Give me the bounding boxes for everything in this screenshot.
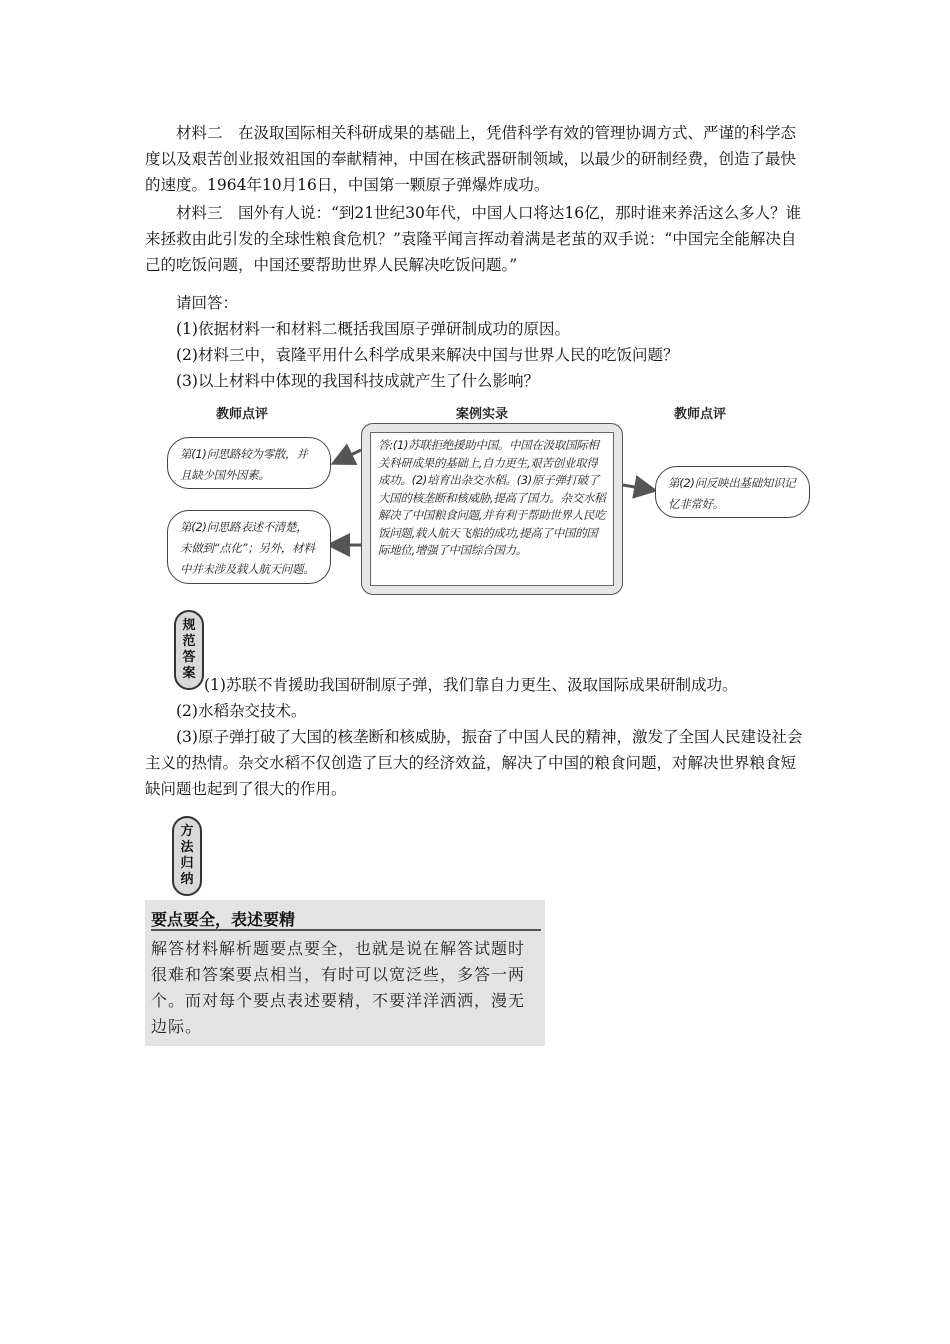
answer-3: (3)原子弹打破了大国的核垄断和核威胁，振奋了中国人民的精神，激发了全国人民建设社会主义的热情。杂交水稻不仅创造了巨大的经济效益，解决了中国的粮食问题，对解决世界粮食短缺问题也起到了很大的作用。 [145,728,803,798]
teacher-comment-left-top [167,437,331,489]
caption-teacher-comment-left: 教师点评 [216,407,269,422]
material-two-paragraph: 材料二 在汲取国际相关科研成果的基础上，凭借科学有效的管理协调方式、严谨的科学态度以及艰苦创业报效祖国的奉献精神，中国在核武器研制领域，以最少的研制经费，创造了最快的速度。1964年10月16日，中国第一颗原子弹爆炸成功。 [145,124,797,194]
teacher-comment-left-top-text: 第(1)问思路较为零散，并且缺少国外因素。 [180,447,308,482]
material-three-paragraph: 材料三 国外有人说：“到21世纪30年代，中国人口将达16亿，那时谁来养活这么多人？谁来拯救由此引发的全球性粮食危机？”袁隆平闻言挥动着满是老茧的双手说：“中国完全能解决自己的吃饭问题，中国还要帮助世界人民解决吃饭问题。” [145,204,802,274]
teacher-comment-left-bottom-text: 第(2)问思路表述不清楚，未做到“点化”；另外，材料中并未涉及载人航天问题。 [180,520,315,576]
caption-case-record: 案例实录 [456,407,509,422]
teacher-comment-right [655,466,810,518]
teacher-comment-right-text: 第(2)问反映出基础知识记忆非常好。 [668,476,796,511]
question-1: (1)依据材料一和材料二概括我国原子弹研制成功的原因。 [176,320,570,338]
method-tip-title: 要点要全，表述要精 [151,910,296,929]
standard-answer-badge: 规 范 答 案 [174,610,204,690]
answer-prompt: 请回答： [176,294,239,312]
answer-2: (2)水稻杂交技术。 [176,702,307,720]
method-summary-badge: 方 法 归 纳 [172,816,202,896]
arrow-to-left-top-comment [336,450,361,462]
method-tip-box [145,900,545,1046]
question-3: (3)以上材料中体现的我国科技成就产生了什么影响？ [176,372,539,390]
caption-teacher-comment-right: 教师点评 [674,407,727,422]
teacher-comment-left-bottom [167,510,331,584]
case-record-inner [370,432,614,586]
method-tip-text: 解答材料解析题要点要全，也就是说在解答试题时很难和答案要点相当，有时可以宽泛些，多答一两个。而对每个要点表述要精，不要洋洋洒洒，漫无边际。 [151,939,526,1036]
method-tip-divider [151,929,541,931]
arrow-to-right-comment [623,485,652,490]
question-2: (2)材料三中，袁隆平用什么科学成果来解决中国与世界人民的吃饭问题？ [176,346,679,364]
case-record-text: 答:(1)苏联拒绝援助中国。中国在汲取国际相关科研成果的基础上,自力更生,艰苦创业取得成功。(2)培育出杂交水稻。(3)原子弹打破了大国的核垄断和核威胁,提高了国力。杂交水稻解决了中国粮食问题,并有利于帮助世界人民吃饭问题,载人航天飞船的成功,提高了中国的国际地位,增强了中国综合国力。 [378,438,606,557]
answer-1: (1)苏联不肯援助我国研制原子弹，我们靠自力更生、汲取国际成果研制成功。 [204,676,738,694]
case-record-box [361,423,623,595]
